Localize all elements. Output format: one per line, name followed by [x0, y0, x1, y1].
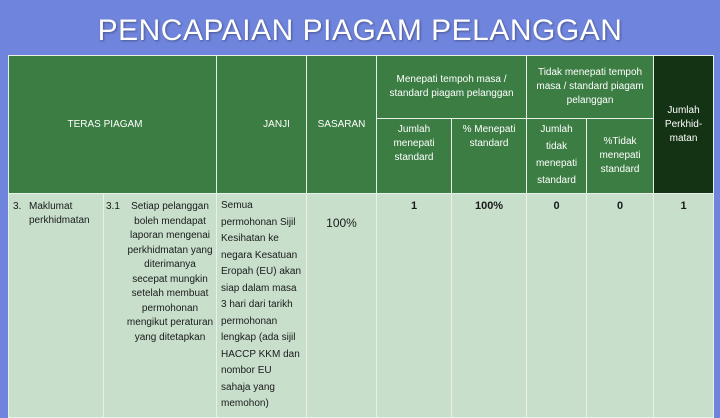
- header-menepati-group: Menepati tempoh masa / standard piagam pelanggan: [389, 74, 514, 99]
- value-jumlah-menepati: 1: [410, 200, 418, 212]
- header-teras: TERAS PIAGAM: [67, 118, 143, 130]
- janji-number: 3.1: [106, 201, 120, 212]
- header-jumlah-menepati: Jumlah menepati standard: [393, 124, 435, 163]
- header-jumlah-perkhidmatan: Jumlah Perkhid-matan: [664, 104, 703, 144]
- header-janji: JANJI: [263, 118, 290, 130]
- value-pct-tidak: 0: [616, 200, 624, 212]
- header-pct-menepati: % Menepati standard: [462, 124, 516, 149]
- header-tidak-menepati-group: Tidak menepati tempoh masa / standard piagam pelanggan: [536, 67, 644, 106]
- sasaran-percentage: 100%: [326, 216, 357, 230]
- teras-number: 3.: [13, 201, 22, 212]
- header-pct-tidak: %Tidak menepati standard: [599, 136, 641, 175]
- value-pct-menepati: 100%: [474, 200, 504, 212]
- page-title: PENCAPAIAN PIAGAM PELANGGAN: [97, 14, 623, 47]
- header-jumlah-tidak: Jumlah tidak menepati standard: [535, 124, 578, 186]
- header-sasaran: SASARAN: [317, 118, 366, 130]
- value-jumlah-perkhidmatan: 1: [680, 200, 687, 212]
- sasaran-description: Semua permohonan Sijil Kesihatan ke negara Kesatuan Eropah (EU) akan siap dalam masa 3 hari dari tarikh permohonan lengkap (ada sijil HACCP KKM dan nombor EU sahaja yang memohon): [221, 200, 302, 409]
- charter-table: [8, 55, 714, 418]
- teras-text: Maklumat perkhidmatan: [29, 201, 90, 226]
- value-jumlah-tidak: 0: [553, 200, 560, 212]
- janji-text: Setiap pelanggan boleh mendapat laporan mengenai perkhidmatan yang diterimanya secepat mungkin setelah membuat permohonan mengikut peraturan yang ditetapkan: [126, 201, 214, 343]
